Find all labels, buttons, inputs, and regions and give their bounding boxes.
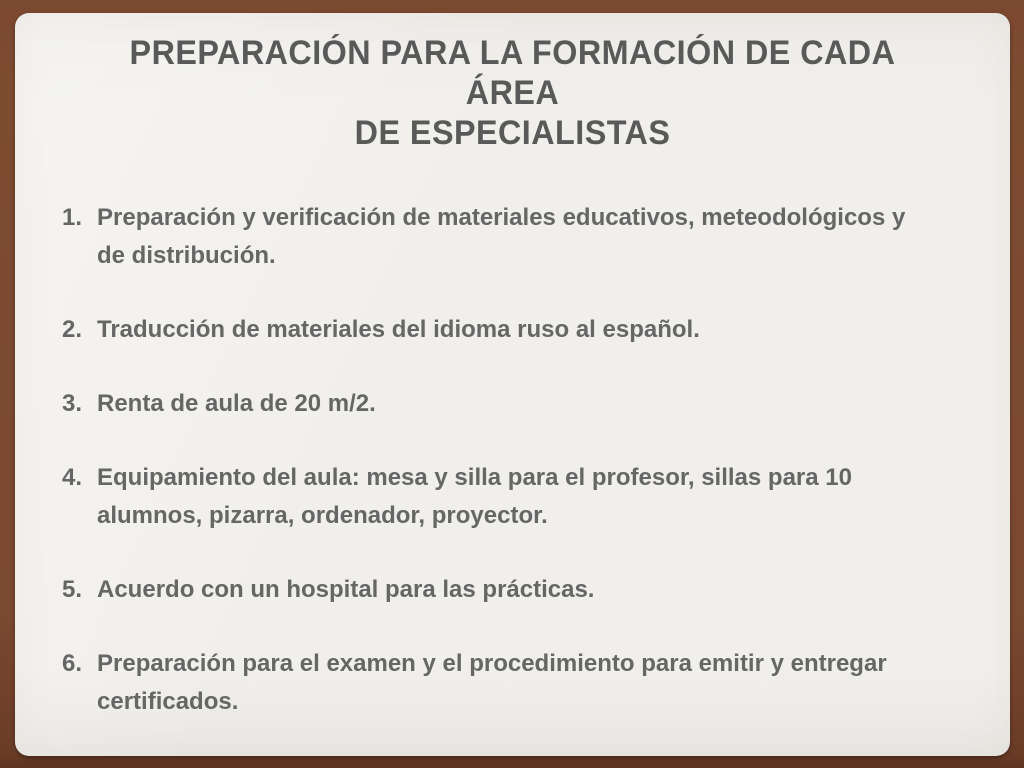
list-item <box>62 645 976 721</box>
list-item-number: 5. <box>62 576 83 603</box>
list-item <box>62 385 976 423</box>
list-item-text: Acuerdo con un hospital para las prácticas. <box>97 576 595 603</box>
list-item-text: Renta de aula de 20 m/2. <box>97 390 376 417</box>
slide-title-line-2: DE ESPECIALISTAS <box>354 114 671 152</box>
slide-card <box>15 13 1010 756</box>
list-item-number: 3. <box>62 390 83 417</box>
list-item-text: Preparación para el examen y el procedimiento para emitir y entregar certificados. <box>97 650 887 715</box>
list-item-number: 4. <box>62 464 83 491</box>
list-item-text: Preparación y verificación de materiales educativos, meteodológicos y de distribución. <box>97 204 906 269</box>
slide-title <box>85 33 941 153</box>
numbered-list <box>62 199 976 721</box>
list-item-number: 2. <box>62 316 83 343</box>
list-item-text: Traducción de materiales del idioma ruso al español. <box>97 316 700 343</box>
list-item-number: 1. <box>62 204 83 231</box>
list-item <box>62 311 976 349</box>
list-item <box>62 459 976 535</box>
list-item-text: Equipamiento del aula: mesa y silla para el profesor, sillas para 10 alumnos, pizarra, ordenador, proyector. <box>97 464 852 529</box>
list-item <box>62 571 976 609</box>
list-item <box>62 199 976 275</box>
list-item-number: 6. <box>62 650 83 677</box>
slide-title-line-1: PREPARACIÓN PARA LA FORMACIÓN DE CADA ÁREA <box>129 34 896 112</box>
